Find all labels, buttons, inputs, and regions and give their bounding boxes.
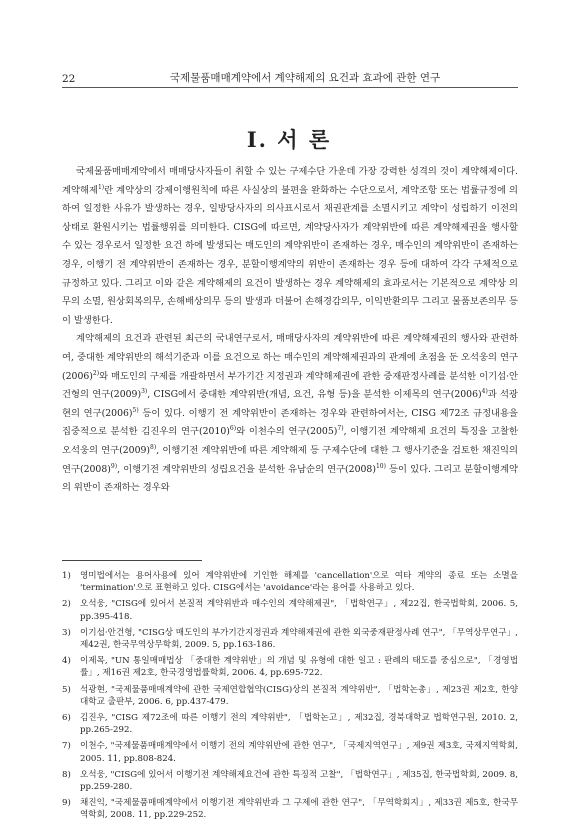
footnote-number: 1) [62, 571, 71, 581]
section-title: I. 서 론 [246, 127, 332, 152]
footnote-ref: 9) [110, 462, 118, 470]
footnote-ref: 3) [141, 388, 148, 396]
footnote-text: 이기섭·안건형, "CISG상 매도인의 부가기간지정권과 계약해제권에 관한 외국중재판정사례 연구", 「무역상무연구」, 제42권, 한국무역상무학회, 2009. 5, pp.163-186. [80, 627, 518, 651]
footnote [62, 570, 518, 594]
running-title: 국제물품매매계약에서 계약해제의 요건과 효과에 관한 연구 [169, 72, 441, 84]
footnote-ref: 6) [229, 425, 237, 433]
footnote [62, 769, 518, 793]
paragraph: 국제물품매매계약에서 매매당사자들이 취할 수 있는 구제수단 가운데 가장 강력한 성격의 것이 계약해제이다. 계약해제$^{1)}$란 계약상의 강제이행원칙에 따른 사실상의 불편을 완화하는 수단으로서, 계약조항 또는 법률규정에 의하여 일정한 사유가 발생하는 경우, 일방당사자의 의사표시로서 채권관계를 소멸시키고 계약이 성립하기 이전의 상태로 환원시키는 법률행위를 의미한다. CISG에 따르면, 계약당사자가 계약위반에 따른 계약해제권을 행사할 수 있는 경우로서 일정한 요건 하에 발생되는 매도인의 계약위반이 존재하는 경우, 매수인의 계약위반이 존재하는 경우, 이행기 전 계약위반이 존재하는 경우, 분할이행계약의 위반이 존재하는 경우 등에 대하여 각각 구체적으로 규정하고 있다. 그리고 이와 같은 계약해제의 요건이 발생하는 경우 계약해제의 효과로서는 기본적으로 계약상 의무의 소멸, 원상회복의무, 손해배상의무 등의 발생과 더불어 손해경감의무, 이익반환의무 그리고 물품보존의무 등이 발생한다. [62, 166, 518, 326]
footnote-number: 6) [62, 713, 71, 724]
footnote-ref: 1) [97, 183, 105, 191]
footnote-number: 5) [62, 684, 71, 695]
footnote [62, 684, 518, 708]
footnote-text: 김진우, "CISG 제72조에 따른 이행기 전의 계약위반", 「법학논고」, 제32집, 경북대학교 법학연구원, 2010. 2, pp.265-292. [80, 713, 518, 736]
footnote-text: 이제목, "UN 통일매매법상 「중대한 계약위반」의 개념 및 유형에 대한 일고 : 판례의 태도를 중심으로", 「경영법률」, 제16권 제2호, 한국경영법률학회, 2006. 4, pp.695-722. [80, 656, 518, 679]
footnote [62, 627, 518, 651]
footnote-ref: 8) [150, 443, 157, 451]
footnote [62, 598, 518, 622]
paragraph: 계약해제의 요건과 관련된 최근의 국내연구로서, 매매당사자의 계약위반에 따른 계약해제권의 행사와 관련하여, 중대한 계약위반의 해석기준과 이를 요건으로 하는 매수인의 계약해제권과의 관계에 초점을 둔 오석웅의 연구$(2006)^{2)}$와 매도인의 구제를 개괄하면서 부가기간 지정권과 계약해제권에 관한 중재판정사례를 분석한 이기섭·안건형의 연구$(2009)^{3)}$, CISG에서 중대한 계약위반(개념, 요건, 유형 등)을 분석한 이제목의 연구$(2006)^{4)}$과 석광현의 연구$(2006)^{5)}$ 등이 있다. 이행기 전 계약위반이 존재하는 경우와 관련하여서는, CISG 제72조 규정내용을 집중적으로 분석한 김진우의 연구$(2010)^{6)}$와 이천수의 연구$(2005)^{7)}$, 이행기전 계약해제 요건의 특징을 고찰한 오석웅의 연구$(2009)^{8)}$, 이행기전 계약위반에 따른 계약해제 등 구제수단에 대한 그 행사기준을 검토한 채진익의 연구$(2008)^{9)}$, 이행기전 계약위반의 성립요건을 분석한 유남순의 연구$(2008)^{10)}$ 등이 있다. 그리고 분할이행계약의 위반이 존재하는 경우와 [62, 333, 518, 494]
footnote [62, 712, 518, 736]
footnote-number: 3) [62, 627, 71, 638]
footnote-ref: 10) [375, 462, 386, 470]
footnote-text: 이천수, "국제물품매매계약에서 이행기 전의 계약위반에 관한 연구", 「국제지역연구」, 제9권 제3호, 국제지역학회, 2005. 11, pp.808-824. [80, 741, 518, 764]
footnote-ref: 7) [337, 425, 344, 433]
footnote-ref: 2) [92, 369, 100, 377]
footnote-number: 8) [62, 769, 71, 780]
footnote-divider [62, 560, 202, 561]
footnote-number: 7) [62, 741, 71, 752]
footnote-ref: 5) [132, 406, 139, 414]
body-text [62, 163, 518, 498]
footnote-number: 9) [62, 798, 71, 809]
footnote [62, 655, 518, 679]
page-number: 22 [62, 73, 76, 85]
footnote-number: 2) [62, 599, 71, 610]
footnote [62, 740, 518, 764]
footnote-text: 영미법에서는 용어사용에 있어 계약위반에 기인한 해제를 'cancellation'으로 여타 계약의 종료 또는 소멸을 'termination'으로 표현하고 있다. CISG에서는 'avoidance'라는 용어를 사용하고 있다. [80, 571, 518, 594]
footnote-number: 4) [62, 656, 71, 667]
footnote-text: 오석웅, "CISG에 있어서 이행기전 계약해제요건에 관한 특징적 고찰", 「법학연구」, 제35집, 한국법학회, 2009. 8, pp.259-280. [80, 769, 518, 793]
running-header [62, 69, 518, 88]
footnote-text: 오석웅, "CISG에 있어서 본질적 계약위반과 매수인의 계약해제권", 「법학연구」, 제22집, 한국법학회, 2006. 5, pp.395-418. [80, 599, 518, 622]
footnote-ref: 4) [481, 388, 488, 396]
footnote-text: 석광현, "국제물품매매계약에 관한 국제연합협약(CISG)상의 본질적 계약위반", 「법학논총」, 제23권 제2호, 한양대학교 출판부, 2006. 6, pp.437-479. [80, 684, 518, 707]
footnote [62, 797, 518, 821]
footnote-text: 채진익, "국제물품매매계약에서 이행기전 계약위반과 그 구제에 관한 연구", 「무역학회지」, 제33권 제5호, 한국무역학회, 2008. 11, pp.229-252. [80, 798, 518, 821]
footnotes [62, 570, 518, 826]
